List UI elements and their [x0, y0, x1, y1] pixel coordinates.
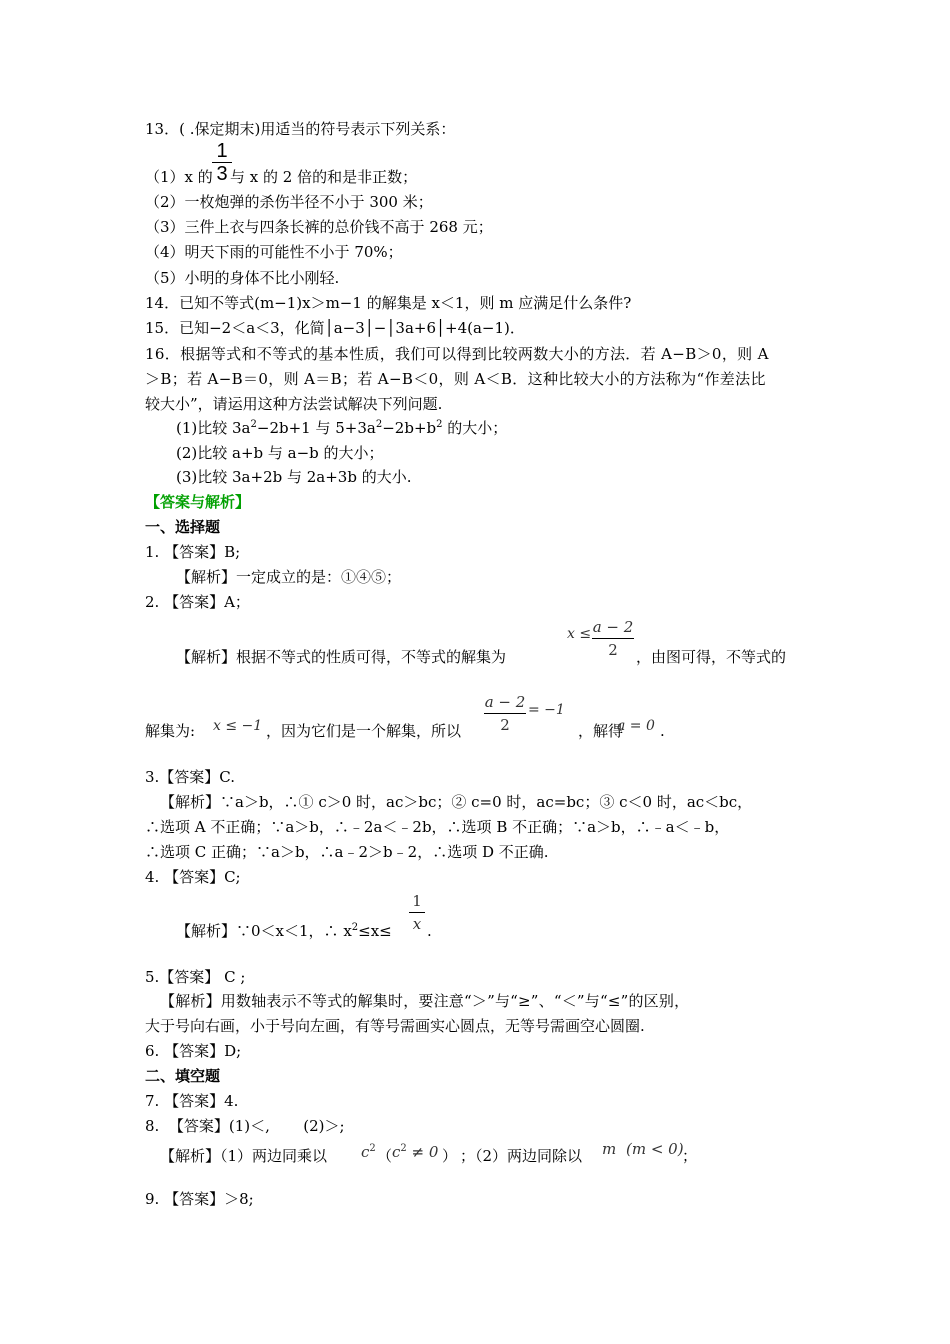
answer-2-math-x: x ≤ −1 [213, 718, 263, 734]
answer-8-math-m-lt-0: (m < 0) [626, 1140, 684, 1158]
answer-2: 2. 【答案】A； [145, 593, 250, 611]
fraction-denominator: 2 [608, 641, 618, 659]
answer-2-line-2: 解集为: [145, 722, 196, 740]
answer-8-paren-open: （ [377, 1147, 393, 1165]
answer-3: 3.【答案】C. [145, 768, 236, 786]
answer-3-line-2: ∴选项 A 不正确；∵a＞b，∴﹣2a＜﹣2b，∴选项 B 不正确；∵a＞b，∴﹣a＜﹣b， [145, 818, 730, 836]
fraction-denominator: x [412, 915, 422, 933]
fraction-numerator: a − 2 [484, 691, 526, 714]
answer-8-explanation: 【解析】（1）两边同乘以 [160, 1147, 328, 1165]
fraction-numerator: a − 2 [592, 616, 634, 639]
answer-3-line-3: ∴选项 C 正确；∵a＞b，∴a﹣2＞b﹣2，∴选项 D 不正确. [145, 843, 549, 861]
problem-16-part-1: (1)比较 $3a^2-2b+1$ 与 $5+3a^2-2b+b^2$ 的大小； [176, 419, 508, 437]
fraction-denominator: 2 [500, 716, 510, 734]
answer-9: 9. 【答案】＞8; [145, 1190, 254, 1208]
answer-6: 6. 【答案】D; [145, 1042, 242, 1060]
answer-8-math-m: m [602, 1140, 617, 1158]
answer-2-inequality-lhs: x ≤ [567, 626, 592, 642]
answer-4-end: . [427, 922, 432, 940]
answer-5: 5.【答案】 C ; [145, 968, 246, 986]
answer-8: 8. 【答案】(1)＜, (2)＞; [145, 1117, 345, 1135]
fraction-numerator: 1 [409, 890, 425, 913]
answer-2-math-a: a = 0 [617, 718, 655, 734]
problem-13-item-1: （1）x 的 [145, 168, 213, 186]
problem-16-part-3: (3)比较 3a+2b 与 2a+3b 的大小. [176, 468, 412, 486]
problem-13-item-1-rest: 与 x 的 2 倍的和是非正数； [230, 168, 418, 186]
answer-8-explanation-mid: ；（2）两边同除以 [460, 1147, 583, 1165]
answer-8-math-c-ne-0: $c^2 \ne 0$ [392, 1143, 439, 1161]
section-fill-in: 二、填空题 [145, 1067, 221, 1085]
answer-5-line-1: 【解析】用数轴表示不等式的解集时，要注意“＞”与“≥”、“＜”与“≤”的区别， [160, 992, 690, 1010]
problem-15: 15．已知−2＜a＜3，化简│a−3│−│3a+6│+4(a−1)． [145, 319, 525, 337]
problem-13-title: 13．( .保定期末)用适当的符号表示下列关系： [145, 120, 456, 138]
problem-16-part-2: (2)比较 a+b 与 a−b 的大小； [176, 444, 384, 462]
answer-2-explanation: 【解析】根据不等式的性质可得，不等式的解集为 [176, 648, 507, 666]
problem-13-item-4: （4）明天下雨的可能性不小于 70%； [145, 243, 403, 261]
answer-7: 7. 【答案】4. [145, 1092, 239, 1110]
fraction-one-third [212, 140, 232, 185]
answer-1: 1. 【答案】B; [145, 543, 241, 561]
answers-heading: 【答案与解析】 [145, 493, 251, 511]
answer-2-fraction [592, 616, 634, 661]
problem-16-line-3: 较大小”，请运用这种方法尝试解决下列问题. [145, 395, 443, 413]
answer-8-paren-close: ） [442, 1147, 458, 1165]
answer-2-fraction-2 [484, 691, 526, 736]
answer-2-equals: = −1 [528, 702, 565, 718]
problem-13-item-2: （2）一枚炮弹的杀伤半径不小于 300 米； [145, 193, 433, 211]
answer-2-line-2-mid: ，因为它们是一个解集，所以 [266, 722, 462, 740]
answer-8-end: ； [682, 1147, 698, 1165]
fraction-denominator: 3 [216, 163, 228, 185]
answer-8-math-c: $c^2$ [361, 1143, 376, 1161]
answer-2-line-2-end: . [660, 722, 665, 740]
problem-13-item-3: （3）三件上衣与四条长裤的总价钱不高于 268 元； [145, 218, 493, 236]
answer-2-line-2-solve: ，解得 [578, 722, 624, 740]
section-choice-questions: 一、选择题 [145, 518, 221, 536]
problem-14: 14．已知不等式(m−1)x＞m−1 的解集是 x＜1，则 m 应满足什么条件? [145, 294, 632, 312]
answer-4-fraction [409, 890, 425, 935]
answer-3-line-1: 【解析】∵a＞b，∴① c＞0 时，ac＞bc；② c=0 时，ac=bc；③ c＜0 时，ac＜bc， [160, 793, 753, 811]
problem-16-line-1: 16．根据等式和不等式的基本性质，我们可以得到比较两数大小的方法．若 A−B＞0，则 A [145, 345, 769, 363]
answer-5-line-2: 大于号向右画，小于号向左画，有等号需画实心圆点，无等号需画空心圆圈. [145, 1017, 645, 1035]
fraction-numerator: 1 [212, 140, 232, 163]
problem-13-item-5: （5）小明的身体不比小刚轻. [145, 269, 340, 287]
problem-16-line-2: ＞B；若 A−B＝0，则 A＝B；若 A−B＜0，则 A＜B．这种比较大小的方法称为“作差法比 [145, 370, 766, 388]
answer-4: 4. 【答案】C; [145, 868, 241, 886]
answer-2-explanation-rest: ，由图可得，不等式的 [636, 648, 787, 666]
answer-4-explanation: 【解析】∵0＜x＜1，∴ $x^2\le x\le$ [176, 922, 392, 940]
answer-1-explanation: 【解析】一定成立的是：①④⑤； [176, 568, 402, 586]
